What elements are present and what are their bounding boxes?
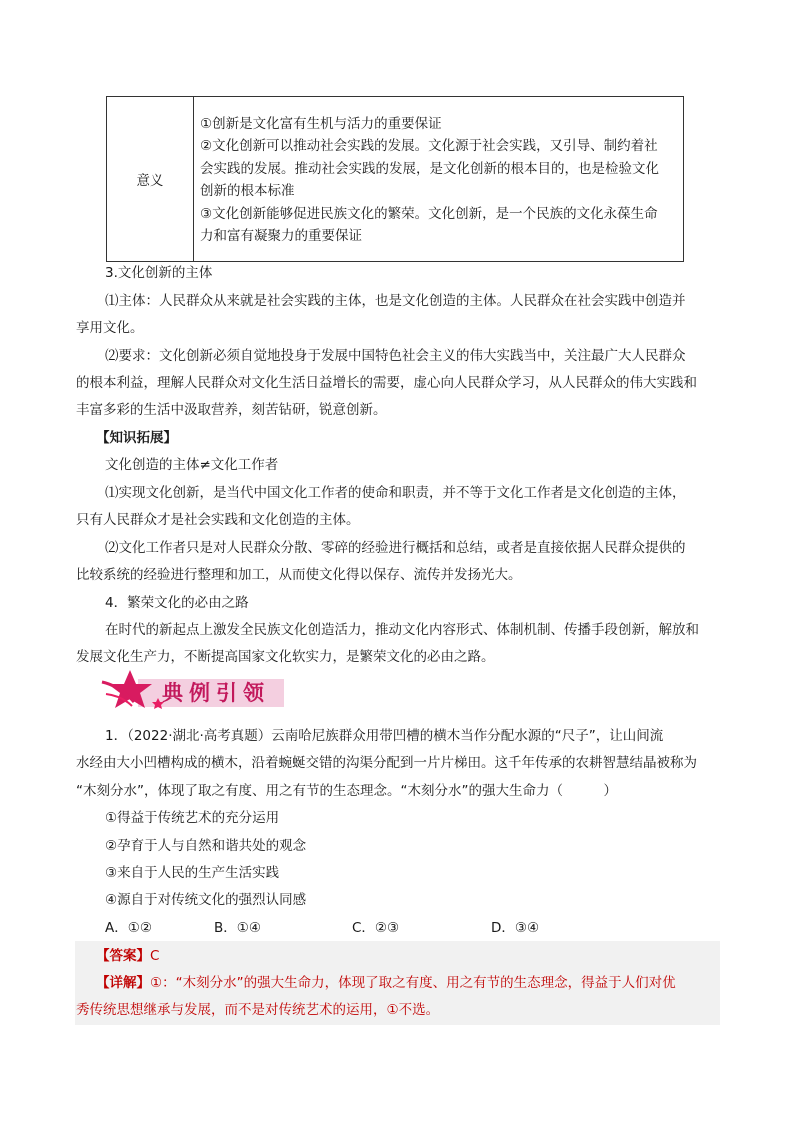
banner-title: 典例引领 <box>162 680 270 705</box>
question-item: ③来自于人民的生产生活实践 <box>105 865 280 881</box>
section4-line: 在时代的新起点上激发全民族文化创造活力，推动文化内容形式、体制机制、传播手段创新，解放和 <box>105 622 699 638</box>
table-label-cell <box>107 97 194 262</box>
question-stem-line: 1．（2022·湖北·高考真题）云南哈尼族群众用带凹槽的横木当作分配水源的“尺子”，让山间流 <box>105 728 664 744</box>
table-line: ③文化创新能够促进民族文化的繁荣。文化创新，是一个民族的文化永葆生命 <box>200 205 658 222</box>
answer-line <box>96 944 159 964</box>
section3-p2-line: ⑵要求：文化创新必须自觉地投身于发展中国特色社会主义的伟大实践当中，关注最广大人民群众 <box>105 348 686 364</box>
question-options <box>0 916 794 938</box>
section3-p2-line: 丰富多彩的生活中汲取营养，刻苦钻研，锐意创新。 <box>76 402 387 418</box>
section4-line: 发展文化生产力，不断提高国家文化软实力，是繁荣文化的必由之路。 <box>76 649 495 665</box>
meaning-table <box>106 96 684 262</box>
section4-heading: 4．繁荣文化的必由之路 <box>105 595 249 611</box>
detail-text: ①：“木刻分水”的强大生命力，体现了取之有度、用之有节的生态理念，得益于人们对优 <box>150 975 676 991</box>
table-label: 意义 <box>136 173 164 189</box>
question-stem-line: 水经由大小凹槽构成的横木，沿着蜿蜒交错的沟渠分配到一片片梯田。这千年传承的农耕智慧结晶被称为 <box>76 755 697 771</box>
question-stem-line: “木刻分水”，体现了取之有度、用之有节的生态理念。“木刻分水”的强大生命力（ ） <box>76 783 617 799</box>
table-line: ①创新是文化富有生机与活力的重要保证 <box>200 115 442 132</box>
extension-p1-line: 只有人民群众才是社会实践和文化创造的主体。 <box>76 512 360 528</box>
extension-p2-line: ⑵文化工作者只是对人民群众分散、零碎的经验进行概括和总结，或者是直接依据人民群众提供的 <box>105 540 686 556</box>
table-line: 创新的根本标准 <box>200 183 295 199</box>
detail-line: 秀传统思想继承与发展，而不是对传统艺术的运用，①不选。 <box>76 1002 440 1018</box>
extension-heading: 【知识拓展】 <box>96 430 177 446</box>
option-c: C．②③ <box>352 920 400 936</box>
table-line: 会实践的发展。推动社会实践的发展，是文化创新的根本目的，也是检验文化 <box>200 160 659 177</box>
table-content-cell <box>194 97 684 262</box>
answer-value: C <box>150 948 160 964</box>
detail-line <box>96 971 676 991</box>
question-item: ②孕育于人与自然和谐共处的观念 <box>105 838 307 854</box>
star-icon <box>100 668 170 712</box>
question-item: ④源自于对传统文化的强烈认同感 <box>105 892 307 908</box>
option-d: D．③④ <box>491 920 540 936</box>
section3-p1-line: 享用文化。 <box>76 320 144 336</box>
detail-label: 【详解】 <box>96 975 150 991</box>
table-line: 力和富有凝聚力的重要保证 <box>200 228 362 244</box>
option-a: A．①② <box>105 920 152 936</box>
extension-p2-line: 比较系统的经验进行整理和加工，从而使文化得以保存、流传并发扬光大。 <box>76 567 522 583</box>
table-line: ②文化创新可以推动社会实践的发展。文化源于社会实践，又引导、制约着社 <box>200 138 658 154</box>
question-item: ①得益于传统艺术的充分运用 <box>105 810 280 826</box>
example-banner <box>100 668 290 712</box>
answer-label: 【答案】 <box>96 948 150 964</box>
section3-heading: 3.文化创新的主体 <box>105 265 213 281</box>
option-b: B．①④ <box>214 920 261 936</box>
section3-p1-line: ⑴主体：人民群众从来就是社会实践的主体，也是文化创造的主体。人民群众在社会实践中创造并 <box>105 293 686 309</box>
section3-p2-line: 的根本利益，理解人民群众对文化生活日益增长的需要，虚心向人民群众学习，从人民群众的伟大实践和 <box>76 375 697 391</box>
extension-p1-line: ⑴实现文化创新，是当代中国文化工作者的使命和职责，并不等于文化工作者是文化创造的主体， <box>105 485 686 501</box>
extension-title: 文化创造的主体≠文化工作者 <box>105 457 279 473</box>
